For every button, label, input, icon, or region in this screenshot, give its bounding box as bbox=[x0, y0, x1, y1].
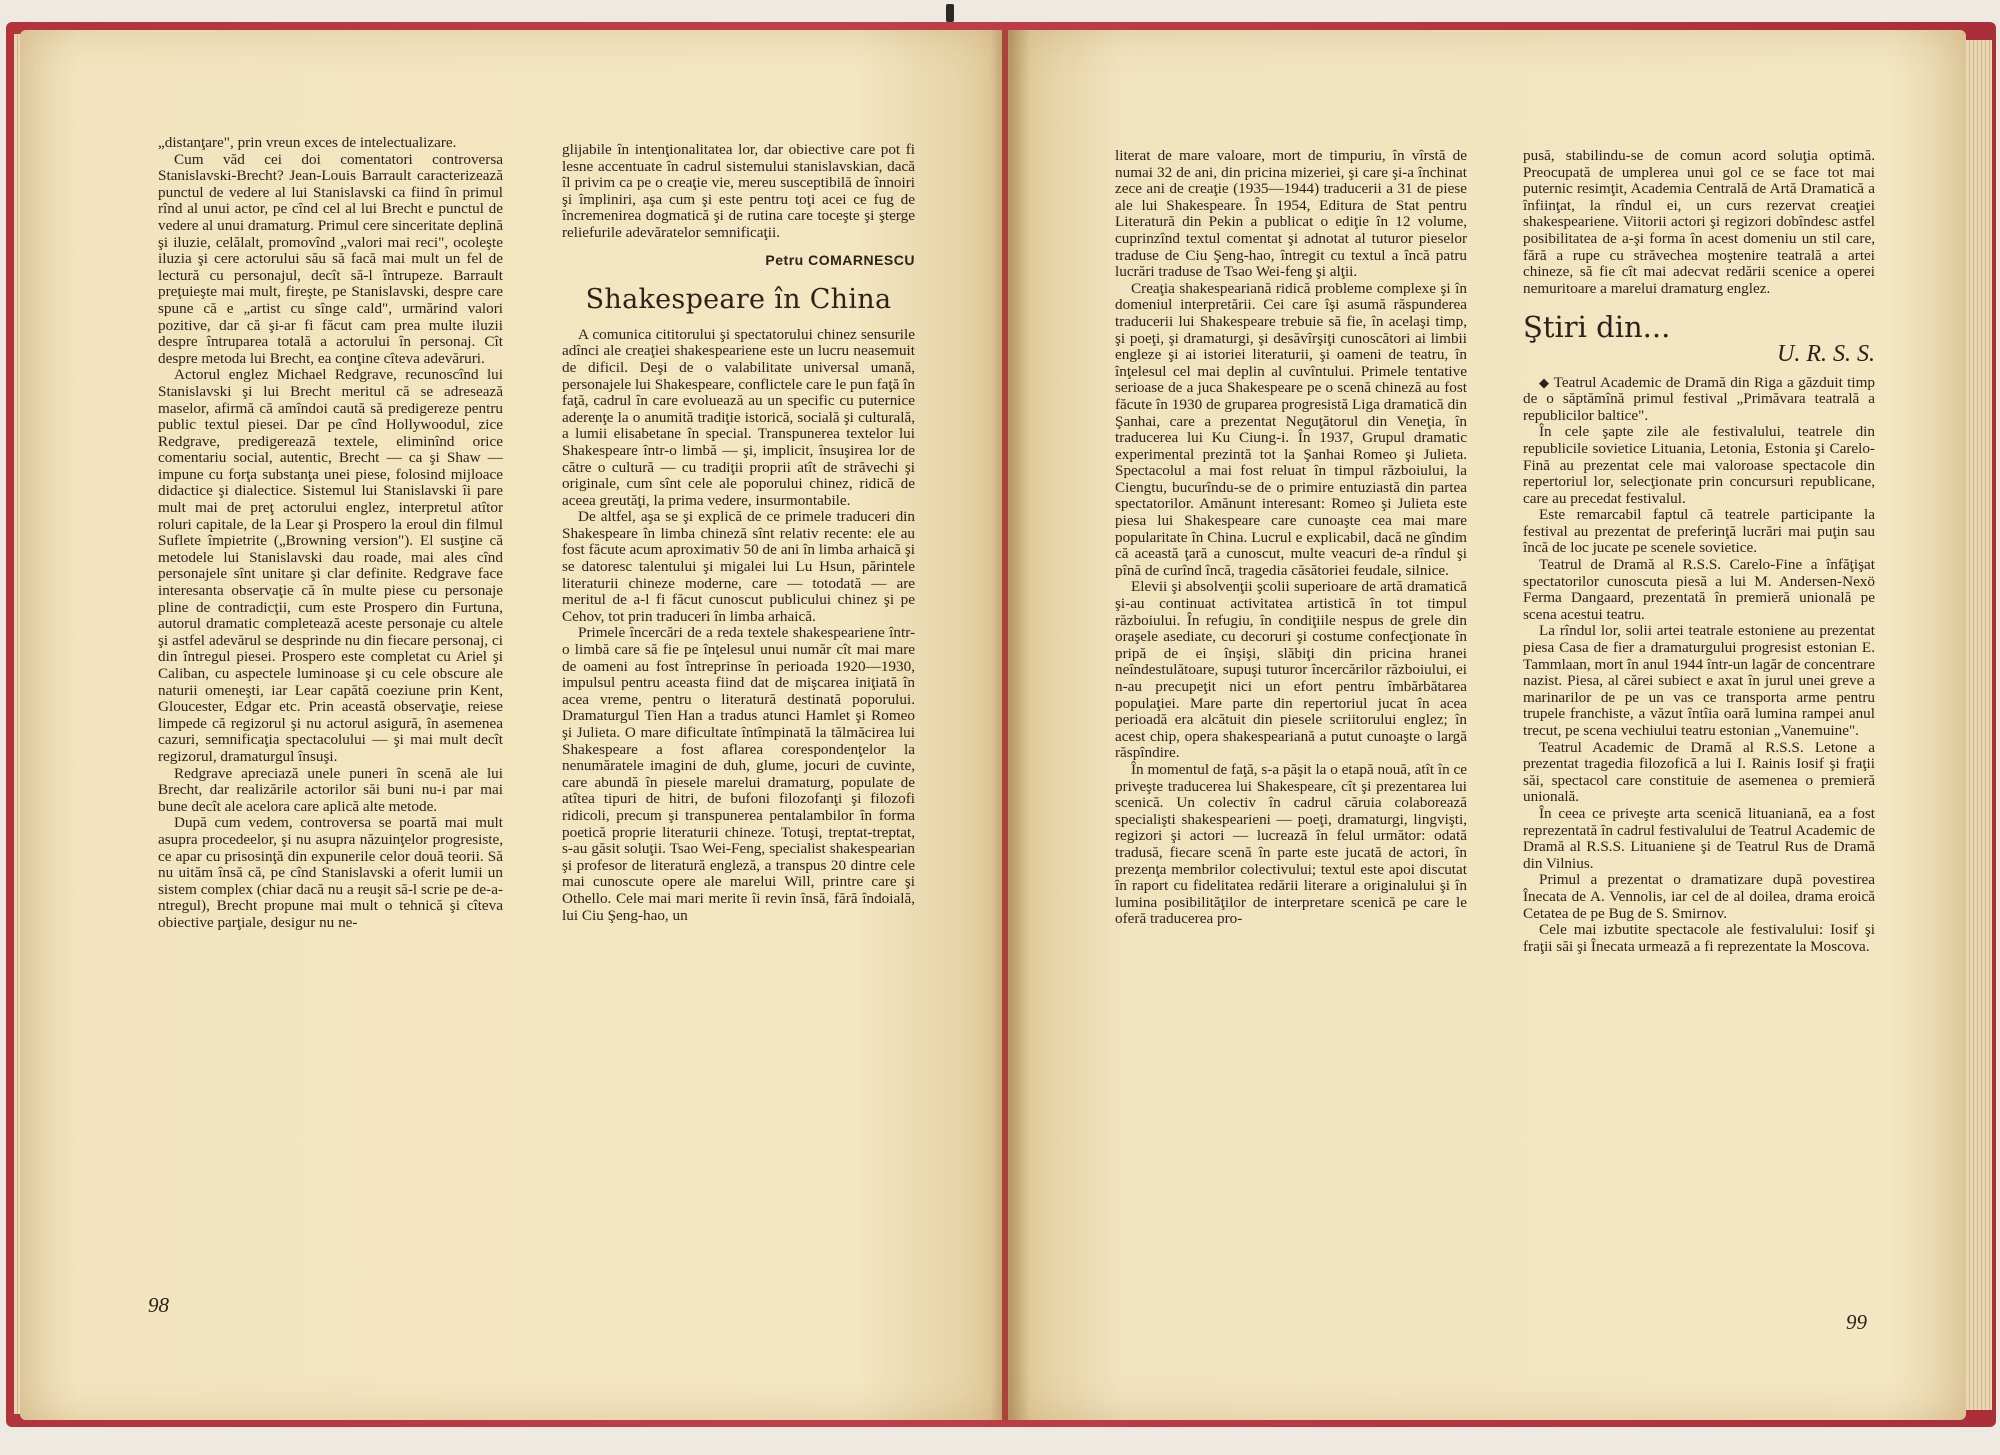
page-number-left: 98 bbox=[148, 1293, 169, 1317]
paragraph: Actorul englez Michael Redgrave, recunoscînd lui Stanislavski şi lui Brecht meritul că se adresează maselor, afirmă că amîndoi caută să predigereze pentru public textul piesei. Dar pe cînd Hollywoodul, zice Redgrave, predigerează textele, eliminînd orice comentariu social, autentic, Brecht — ca şi Shaw — impune cu forţa substanţa unei piese, folosind mijloace didactice şi dialectice. Sistemul lui Stanislavski îi pare mult mai de preţ actorului englez, interpretul atîtor roluri capitale, de la Lear şi Prospero la eroul din filmul Suflete împietrite („Browning version"). El susţine că metodele lui Stanislavski dau roade, mai ales cînd personajele sînt unitare şi clar definite. Redgrave face interesanta observaţie că în multe piese cu personaje pline de contradicţii, cum este Prospero din Furtuna, autorul dramatic completează aceste personaje cu altele şi astfel adevărul se desprinde nu din fiecare personaj, ci din întregul piesei. Prospero este completat cu Ariel şi Caliban, cu aspectele luminoase şi cu cele obscure ale naturii omeneşti, iar Lear capătă coeziune prin Kent, Gloucester, Edgar etc. Prin această observaţie, reiese limpede că regizorul şi nu actorul asigură, în asemenea cazuri, semnificaţia spectacolului — şi mai mult decît regizorul, dramaturgul însuşi. bbox=[158, 366, 503, 765]
paragraph: Teatrul de Dramă al R.S.S. Carelo-Fine a înfăţişat spectatorilor cunoscuta piesă a lui M. Andersen-Nexö Ferma Dangaard, prezentată în premieră unională pe scena acestui teatru. bbox=[1523, 556, 1875, 623]
author-signature: Petru COMARNESCU bbox=[765, 251, 915, 268]
paragraph: Creaţia shakespeariană ridică probleme complexe şi în domeniul interpretării. Cei care îşi asumă răspunderea traducerii lui Shakespeare trebuie să fie, în acelaşi timp, şi poeţi, şi dramaturgi, şi desăvîrşiţi cunoscători ai limbii engleze şi ai istoriei literaturii, şi oameni de teatru, în înţelesul cel mai deplin al cuvîntului. Primele tentative serioase de a juca Shakespeare pe o scenă chineză au fost făcute în 1930 de gruparea progresistă Liga dramatică din Şanhai, care a prezentat Neguţătorul din Veneţia, în traducerea lui Ku Ciung-i. În 1937, Grupul dramatic experimental prezintă tot la Şanhai Romeo şi Julieta. Spectacolul a mai fost reluat în timpul războiului, la Ciengtu, bucurîndu-se de o primire entuziastă din partea spectatorilor. Amănunt interesant: Romeo şi Julieta este piesa lui Shakespeare care cunoaşte cea mai mare popularitate în China. Lucrul e explicabil, dacă ne gîndim că această ţară a cunoscut, multe veacuri de-a rîndul şi pînă de curînd încă, tragedia căsătoriei feudale, silnice. bbox=[1115, 279, 1467, 579]
paragraph: Elevii şi absolvenţii şcolii superioare de artă dramatică şi-au continuat activitatea artistică în tot timpul războiului. În refugiu, în condiţiile nespus de grele din oraşele asediate, cu decoruri şi costume confecţionate în pripă de ei înşişi, slăbiţi din pricina hranei neîndestulătoare, supuşi tuturor încercărilor războiului, ei n-au precupeţit nici un efort pentru îmbărbătarea populaţiei. Mare parte din repertoriul jucat în acea perioadă era alcătuit din piesele scriitorului englez; în acest chip, opera shakespeariană a putut cunoaşte o largă răspîndire. bbox=[1115, 578, 1467, 762]
paragraph: A comunica cititorului şi spectatorului chinez sensurile adînci ale creaţiei shakespeariene este un lucru neasemuit de dificil. Deşi de o valabilitate universal umană, personajele lui Shakespeare, conflictele care le pun faţă în faţă, cadrul în care evoluează au un specific cu puternice aderenţe la o anumită tradiţie istorică, socială şi culturală, a lumii elisabetane în special. Transpunerea textelor lui Shakespeare într-o limbă — şi, implicit, însuşirea lor de către o cultură — cu tradiţii proprii atît de străvechi şi originale, cum sînt cele ale poporului chinez, ridică de aceea greutăţi, la prima vedere, insurmontabile. bbox=[562, 325, 915, 509]
paragraph: Primele încercări de a reda textele shakespeariene într-o limbă care să fie pe înţelesul unui număr cît mai mare de oameni au fost întreprinse în perioada 1920—1930, impulsul pentru aceasta fiind dat de mişcarea iniţiată în acea vreme, pentru o literatură destinată poporului. Dramaturgul Tien Han a tradus atunci Hamlet şi Romeo şi Julieta. O mare dificultate întîmpinată la tălmăcirea lui Shakespeare a fost aflarea corespondenţelor la nenumăratele imagini de duh, glume, jocuri de cuvinte, care abundă în piesele marelui dramaturg, populate de atîtea tipuri de hitri, de bufoni filozofanţi şi filozofi ridicoli, precum şi transpunerea pentalambilor în forma poetică proprie literaturii chineze. Totuşi, treptat-treptat, s-au găsit soluţii. Tsao Wei-Feng, specialist shakespearian şi profesor de literatură engleză, a transpus 20 dintre cele mai cunoscute opere ale marelui Will, printre care şi Othello. Cele mai mari merite îi revin însă, fără îndoială, lui Ciu Şeng-hao, un bbox=[562, 624, 915, 924]
paragraph: Cele mai izbutite spectacole ale festivalului: Iosif şi fraţii săi şi Înecata urmează a fi reprezentate la Moscova. bbox=[1523, 921, 1875, 955]
paragraph: pusă, stabilindu-se de comun acord soluţia optimă. Preocupată de umplerea unui gol ce se face tot mai puternic resimţit, Academia Centrală de Artă Dramatică a înfiinţat, la rîndul ei, un curs rezervat creaţiei shakespeariene. Viitorii actori şi regizori dobîndesc astfel posibilitatea de a-şi forma în acest domeniu un stil care, fără a rupe cu străvechea moştenire teatrală a artei chineze, să fie cît mai adecvat redării scenice a operei nemuritoare a marelui dramaturg englez. bbox=[1523, 147, 1875, 297]
paragraph: Cum văd cei doi comentatori controversa Stanislavski-Brecht? Jean-Louis Barrault caracterizează punctul de vedere al lui Stanislavski ca fiind în primul rînd al unui actor, pe cînd cel al lui Brecht e punctul de vedere al unui dramaturg. Primul cere sinceritate deplină şi iluzie, celălalt, promovînd „valori mai reci", ocoleşte iluzia şi cere actorului său să facă mai mult un fel de lectură cu personajul, decît să-l întrupeze. Barrault preţuieşte mai mult, fireşte, pe Stanislavski, despre care spune că e „artist cu sînge cald", urmărind valori pozitive, dar că şi-ar fi făcut cam prea multe iluzii despre întruparea totală a actorului în personaj. Cît despre metoda lui Brecht, ea conţine cîteva adevăruri. bbox=[158, 150, 503, 367]
right-page-column-1 bbox=[1115, 148, 1467, 928]
paragraph: Este remarcabil faptul că teatrele participante la festival au prezentat de preferinţă lucrări mai puţin sau încă de loc jucate pe scenele sovietice. bbox=[1523, 506, 1875, 557]
article-title: Shakespeare în China bbox=[585, 284, 892, 316]
paragraph: De altfel, aşa se şi explică de ce primele traduceri din Shakespeare în limba chineză sînt relativ recente: ele au fost făcute acum aproximativ 50 de ani în limba arhaică şi se datoresc talentului şi migalei lui Lu Hsun, părintele literaturii chineze moderne, care — totodată — are meritul de a-l fi făcut cunoscut publicului chinez şi pe Cehov, tot prin traduceri în limba arhaică. bbox=[562, 508, 915, 625]
diamond-bullet-icon: ◆ bbox=[1539, 374, 1550, 390]
paragraph: În ceea ce priveşte arta scenică lituaniană, ea a fost reprezentată în cadrul festivalului de Teatrul Academic de Dramă al R.S.S. Lituaniene şi de Teatrul Rus de Dramă din Vilnius. bbox=[1523, 804, 1875, 872]
paragraph: În momentul de faţă, s-a păşit la o etapă nouă, atît în ce priveşte traducerea lui Shakespeare, cît şi prezentarea lui scenică. Un colectiv în cadrul căruia colaborează specialişti shakespearieni — poeţi, dramaturgi, lingvişti, regizori şi actori — lucrează în felul următor: odată tradusă, fiecare scenă în parte este jucată de actori, în prezenţa membrilor colectivului; textul este apoi discutat în raport cu fidelitatea redării literare a originalului şi în lumina posibilităţilor de interpretare scenică pe care le oferă traducerea pro- bbox=[1115, 760, 1467, 928]
page-number-right: 99 bbox=[1846, 1310, 1867, 1334]
left-page-column-1 bbox=[158, 135, 503, 932]
paragraph bbox=[1523, 375, 1875, 425]
paragraph: După cum vedem, controversa se poartă mai mult asupra procedeelor, şi nu asupra năzuinţelor progresiste, ce apar cu prisosinţă din expunerile celor două teorii. Să nu uităm însă că, pe cînd Stanislavski a oferit lumii un sistem complex (chiar dacă nu a reuşit să-l scrie pe de-a-ntregul), Brecht propune mai mult o tehnică şi cîteva obiective parţiale, desigur nu ne- bbox=[158, 814, 503, 931]
paragraph: „distanţare", prin vreun exces de intelectualizare. bbox=[158, 134, 457, 151]
section-title: Ştiri din... bbox=[1523, 310, 1671, 345]
paragraph: literat de mare valoare, mort de timpuriu, în vîrstă de numai 32 de ani, din pricina mizeriei, şi care şi-a închinat zece ani de creaţie (1935—1944) traducerii a 31 de piese ale lui Shakespeare. În 1954, Editura de Stat pentru Literatură din Pekin a publicat o ediţie în 12 volume, cuprinzînd textul comentat şi adnotat al tuturor pieselor traduse de Ciu Şeng-hao, întregit cu textul a încă patru lucrări traduse de Tsao Wei-feng şi alţii. bbox=[1115, 147, 1467, 281]
paragraph: glijabile în intenţionalitatea lor, dar obiective care pot fi lesne accentuate în cadrul sistemului stanislavskian, dacă îl privim ca pe o creaţie vie, mereu susceptibilă de înnoiri şi împliniri, aşa cum şi este pentru toţi acei ce fug de încremenirea dogmatică şi de rutina care toceşte şi şterge reliefurile adevăratelor semnificaţii. bbox=[562, 141, 915, 241]
paragraph-text: Teatrul Academic de Dramă din Riga a găzduit timp de o săptămînă primul festival „Primăvara teatrală a republicilor baltice". bbox=[1523, 373, 1875, 424]
page-edges-right bbox=[1966, 40, 1992, 1410]
left-page-column-2 bbox=[562, 142, 915, 924]
paragraph: La rîndul lor, solii artei teatrale estoniene au prezentat piesa Casa de fier a dramaturgului progresist estonian E. Tammlaan, mort în anul 1944 într-un lagăr de concentrare nazist. Piesa, al cărei subiect e axat în jurul unei greve a marinarilor de pe un vas ce transporta arme pentru trupele franchiste, a văzut întîia oară lumina rampei anul trecut, pe scena vechiului teatru estonian „Vanemuine". bbox=[1523, 622, 1875, 739]
paragraph: Redgrave apreciază unele puneri în scenă ale lui Brecht, dar realizările actorilor săi buni nu-i par mai bune decît ale acelora care aplică alte metode. bbox=[158, 764, 503, 815]
book-gutter bbox=[990, 30, 1030, 1420]
paragraph: Teatrul Academic de Dramă al R.S.S. Letone a prezentat tragedia filozofică a lui I. Rainis Iosif şi fraţii săi, spectacol care constituie de asemenea o premieră unională. bbox=[1523, 738, 1875, 806]
paragraph: În cele şapte zile ale festivalului, teatrele din republicile sovietice Lituania, Letonia, Estonia şi Carelo-Fină au prezentat cele mai valoroase spectacole din repertoriul lor, selecţionate prin concursuri republicane, care au precedat festivalul. bbox=[1523, 423, 1875, 507]
right-page-column-2 bbox=[1523, 148, 1875, 955]
paragraph: Primul a prezentat o dramatizare după povestirea Înecata de A. Vennolis, iar cel de al doilea, drama eroică Cetatea de pe Bug de S. Smirnov. bbox=[1523, 871, 1875, 922]
binding-clip-mark bbox=[946, 4, 954, 22]
section-subtitle: U. R. S. S. bbox=[1777, 340, 1875, 367]
